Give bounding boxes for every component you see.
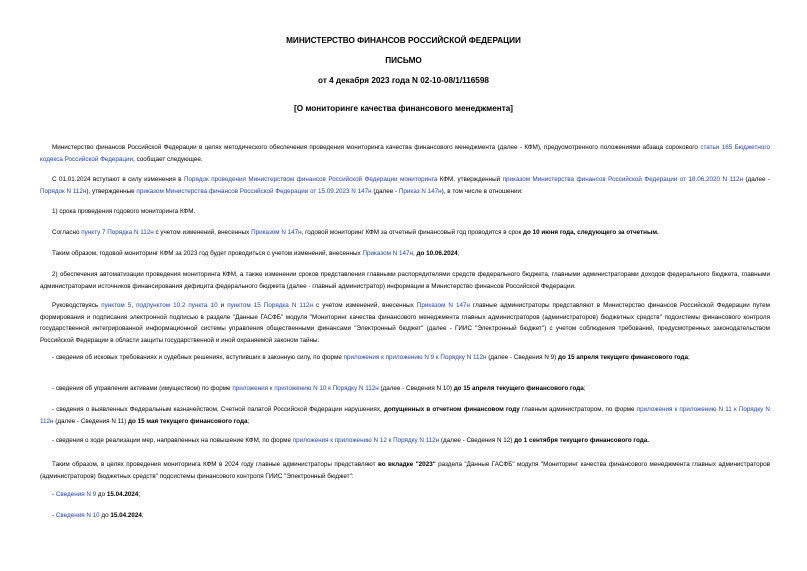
document-date-number: от 4 декабря 2023 года N 02-10-08/1/116598 [318, 76, 489, 85]
paragraph-item-2: 2) обеспечения автоматизации проведения мониторинга КФМ, а также изменении сроков представления главными распорядителями средств федерального бюджета, главными администраторами доходов федерального бюджета, главными администраторами источников финансирования дефицита федерального бюджета (далее - главный администратор) информации в Министерство финансов Российской Федерации. [40, 271, 770, 290]
link-point-15[interactable]: пунктом 15 Порядка N 112н [227, 302, 313, 309]
link-appendix-11[interactable]: приложения к приложению N 11 к Порядку N 112н [40, 406, 770, 425]
link-appendix-10[interactable]: приложения к приложению N 10 к Порядку N 112н [232, 385, 379, 392]
ministry-heading: МИНИСТЕРСТВО ФИНАНСОВ РОССИЙСКОЙ ФЕДЕРАЦИИ [286, 36, 521, 45]
document-subject: [О мониторинге качества финансового менеджмента] [293, 104, 514, 113]
paragraph-deadline: Согласно пункту 7 Порядка N 112н с учетом изменений, внесенных Приказом N 147н, годовой мониторинг КФМ за отчетный финансовый год проводится в срок до 10 июня года, следующего за отчетным. [52, 229, 659, 236]
paragraph-info-12: - сведения о ходе реализации мер, направленных на повышение КФМ, по форме приложения к приложению N 12 к Порядку N 112н (далее - Сведения N 12) до 1 сентября текущего финансового года. [52, 437, 649, 444]
link-point-5[interactable]: пунктом 5 [101, 302, 132, 309]
link-order-147n[interactable]: приказом Министерства финансов Российской Федерации от 15.09.2023 N 147н [136, 187, 372, 195]
link-monitoring-procedure[interactable]: Порядок проведения Министерством финансов Российской Федерации мониторинга [184, 176, 438, 183]
paragraph-intro: Министерство финансов Российской Федерации в целях методического обеспечения проведения мониторинга качества финансового менеджмента (далее - КФМ), предусмотренного положениями абзаца сорокового статьи 165 Бюджетного кодекса Российской Федерации, сообщает следующее. [40, 144, 770, 163]
paragraph-item-1: 1) срока проведения годового мониторинга КФМ. [52, 208, 196, 215]
paragraph-info-10: - сведения об управлении активами (имуществом) по форме приложения к приложению N 10 к Порядку N 112н (далее - Сведения N 10) до 15 апреля текущего финансового года; [52, 385, 586, 392]
paragraph-deadline-info-9: - Сведения N 9 до 15.04.2024; [52, 491, 141, 498]
link-info-9[interactable]: Сведения N 9 [55, 491, 97, 498]
link-subpoint-10-2[interactable]: подпунктом 10.2 пункта 10 [136, 302, 218, 309]
paragraph-2024-submission: Таким образом, в целях проведения мониторинга КФМ в 2024 году главные администраторы представляют во вкладке "2023" раздела "Данные ГАСФБ" модуля "Мониторинг качества финансового менеджмента главных администраторов (администраторов) бюджетных средств" подсистемы финансового контроля ГИИС "Электронный бюджет": [40, 461, 770, 480]
paragraph-guided-by: Руководствуясь пунктом 5, подпунктом 10.2 пункта 10 и пунктом 15 Порядка N 112н с учетом изменений, внесенных Приказом N 147н главные администраторы представляют в Министерство финансов Российской Федерации путем формирования и подписания электронной подписью в разделе "Данные ГАСФБ" модуля "Мониторинг качества финансового менеджмента главных администраторов (администраторов) бюджетных средств" подсистемы финансового контроля государственной интегрированной информационной системы управления общественными финансами "Электронный бюджет" (далее - ГИИС "Электронный бюджет") с учетом соблюдения требований, предусмотренных законодательством Российской Федерации в области защиты государственной и иной охраняемой законом тайны: [40, 302, 771, 344]
paragraph-deadline-info-10: - Сведения N 10 до 15.04.2024; [52, 512, 144, 519]
link-info-10[interactable]: Сведения N 10 [55, 512, 100, 519]
link-procedure-112n[interactable]: Порядок N 112н [40, 187, 87, 195]
link-order-147n-p7[interactable]: Приказом N 147н [416, 302, 470, 309]
link-point-7-procedure[interactable]: пункту 7 Порядка N 112н [81, 229, 154, 236]
paragraph-2023-monitoring: Таким образом, годовой мониторинг КФМ за 2023 год будет проводиться с учетом изменений, внесенных Приказом N 147н, до 10.06.2024; [52, 250, 460, 257]
paragraph-info-11: - сведения о выявленных Федеральным казначейством, Счетной палатой Российской Федерации нарушениях, допущенных в отчетном финансовом году главным администратором, по форме приложения к приложению N 11 к Порядку N 112н (далее - Сведения N 11) до 15 мая текущего финансового года; [40, 406, 770, 425]
document-type: ПИСЬМО [385, 56, 422, 65]
link-budget-code-article-165[interactable]: статьи 165 Бюджетного кодекса Российской Федерации [40, 144, 770, 163]
link-appendix-9[interactable]: приложения к приложению N 9 к Порядку N 112н [343, 354, 487, 361]
paragraph-amendments: С 01.01.2024 вступают в силу изменения в Порядок проведения Министерством финансов Российской Федерации мониторинга КФМ, утвержденный приказом Министерства финансов Российской Федерации от 18.06.2020 N 112н (далее - Порядок N 112н), утвержденные приказом Министерства финансов Российской Федерации от 15.09.2023 N 147н (далее - Приказ N 147н), в том числе в отношении: [40, 176, 771, 195]
link-order-112n[interactable]: приказом Министерства финансов Российской Федерации от 18.06.2020 N 112н [502, 176, 744, 183]
link-appendix-12[interactable]: приложения к приложению N 12 к Порядку N 112н [292, 437, 440, 444]
link-order-147n-p4[interactable]: Приказом N 147н [251, 229, 302, 236]
link-order-147n-short[interactable]: Приказ N 147н [398, 187, 442, 195]
link-order-147n-p5[interactable]: Приказом N 147н [362, 250, 413, 257]
paragraph-info-9: - сведения об исковых требованиях и судебных решениях, вступивших в законную силу, по форме приложения к приложению N 9 к Порядку N 112н (далее - Сведения N 9) до 15 апреля текущего финансового года; [52, 354, 690, 361]
